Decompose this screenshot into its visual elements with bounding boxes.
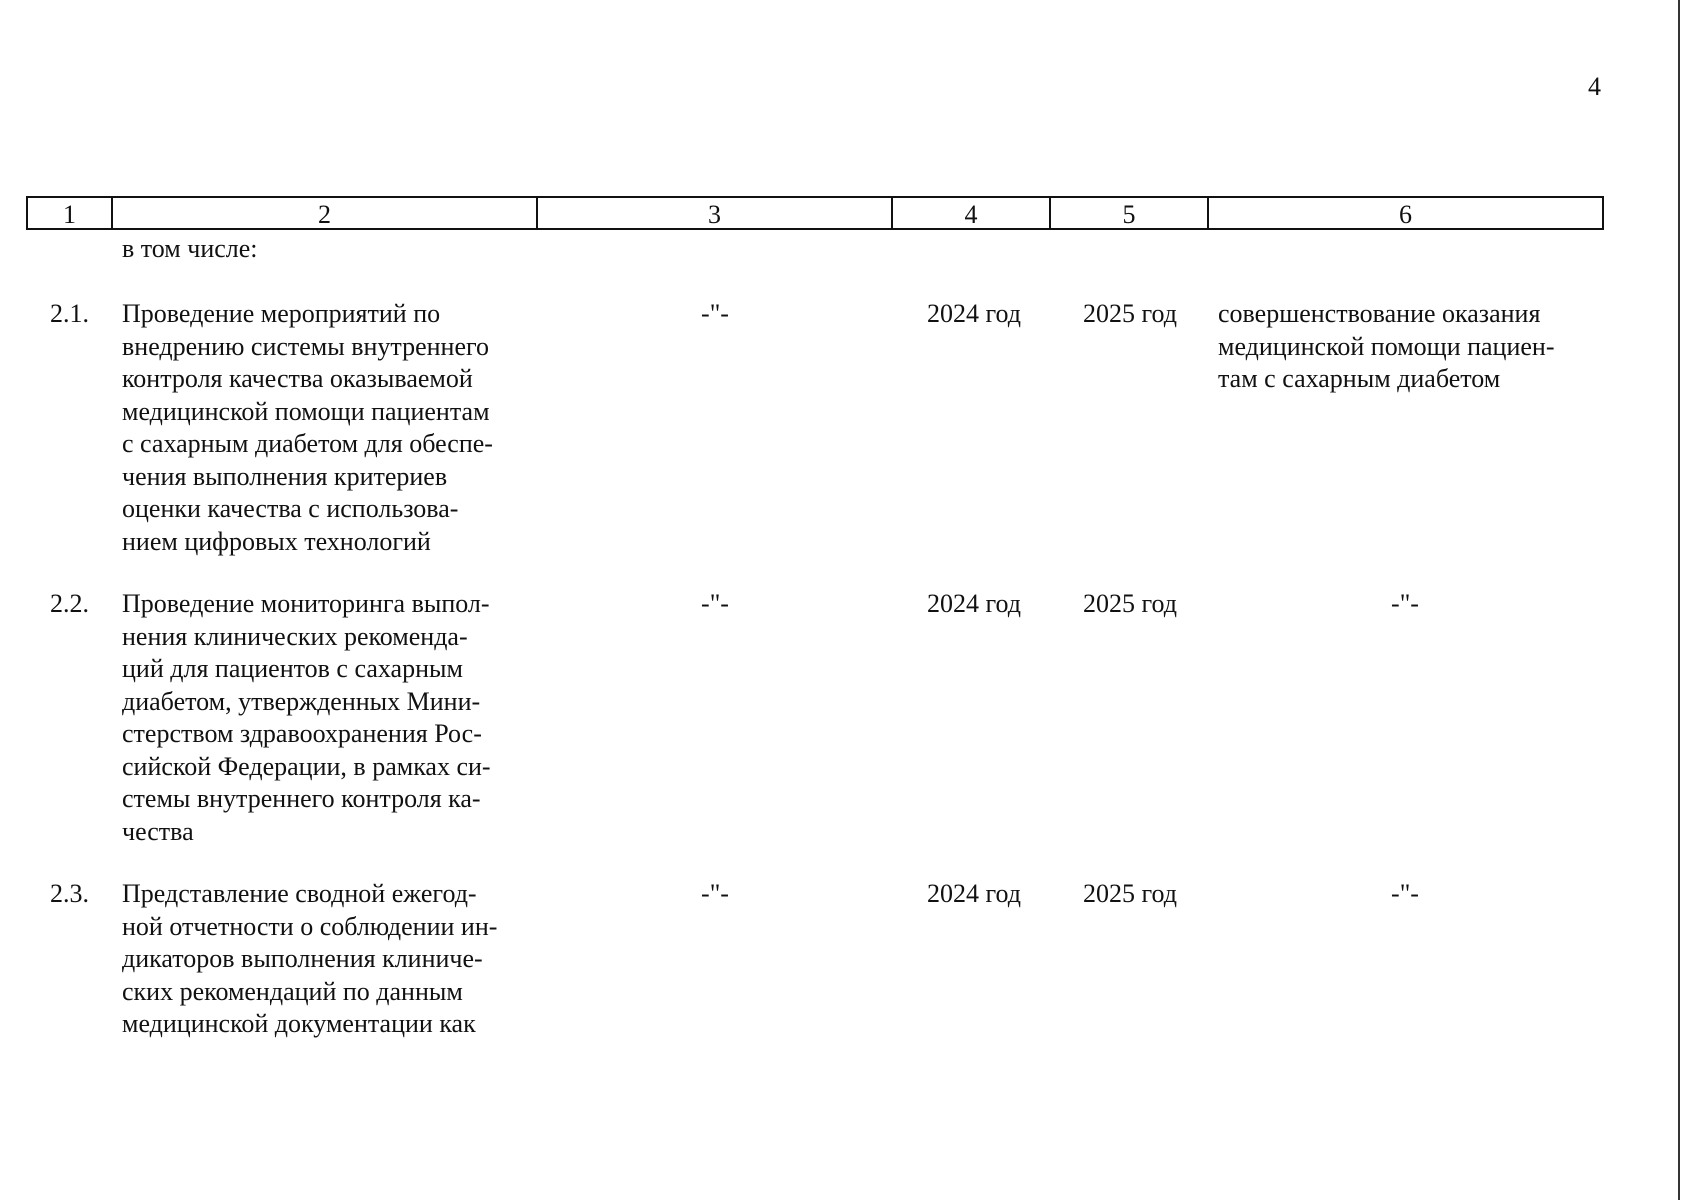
description-line: стерством здравоохранения Рос- [122,719,482,748]
description-line: диабетом, утвержденных Мини- [122,686,481,716]
column-number-header [26,196,1604,230]
row-responsible: -"- [701,589,729,618]
row-responsible: -"- [701,879,729,908]
description-line: сийской Федерации, в рамках си- [122,751,491,781]
header-cell-2: 2 [113,198,538,228]
description-line: дикаторов выполнения клиниче- [122,944,483,973]
row-result [1218,298,1592,396]
row-number: 2.1. [50,299,89,328]
page-number: 4 [1588,72,1601,101]
subheading-including: в том числе: [122,234,258,263]
row-description [122,588,526,848]
row-result [1218,588,1592,621]
row-result [1218,878,1592,911]
description-line: Представление сводной ежегод- [122,879,477,908]
description-line: контроля качества оказываемой [122,364,473,393]
row-description [122,298,526,558]
row-number: 2.3. [50,879,89,908]
description-line: ций для пациентов с сахарным [122,654,463,683]
result-line: медицинской помощи пациен- [1218,331,1555,361]
row-end-year: 2025 год [1083,299,1177,328]
description-line: с сахарным диабетом для обеспе- [122,429,493,458]
description-line: Проведение мероприятий по [122,299,441,328]
row-end-year: 2025 год [1083,879,1177,908]
description-line: медицинской документации как [122,1009,476,1038]
row-description [122,878,526,1041]
row-responsible: -"- [701,299,729,328]
description-line: внедрению системы внутреннего [122,331,490,361]
description-line: ной отчетности о соблюдении ин- [122,911,498,941]
description-line: чения выполнения критериев [122,461,448,491]
result-line: там с сахарным диабетом [1218,364,1501,393]
description-line: оценки качества с использова- [122,494,459,523]
description-line: чества [122,816,194,846]
row-end-year: 2025 год [1083,589,1177,618]
description-line: стемы внутреннего контроля ка- [122,784,481,813]
result-line: -"- [1391,589,1419,618]
header-cell-1: 1 [28,198,113,228]
row-number: 2.2. [50,589,89,618]
result-line: совершенствование оказания [1218,299,1541,328]
row-start-year: 2024 год [927,299,1021,328]
page-edge-line [1678,0,1680,1200]
header-cell-4: 4 [893,198,1051,228]
header-cell-5: 5 [1051,198,1209,228]
row-start-year: 2024 год [927,589,1021,618]
result-line: -"- [1391,879,1419,908]
header-cell-6: 6 [1399,200,1412,229]
description-line: Проведение мониторинга выпол- [122,589,490,618]
description-line: нием цифровых технологий [122,526,431,556]
row-start-year: 2024 год [927,879,1021,908]
description-line: нения клинических рекоменда- [122,621,468,651]
description-line: ских рекомендаций по данным [122,976,463,1006]
header-cell-3: 3 [538,198,893,228]
description-line: медицинской помощи пациентам [122,396,490,426]
